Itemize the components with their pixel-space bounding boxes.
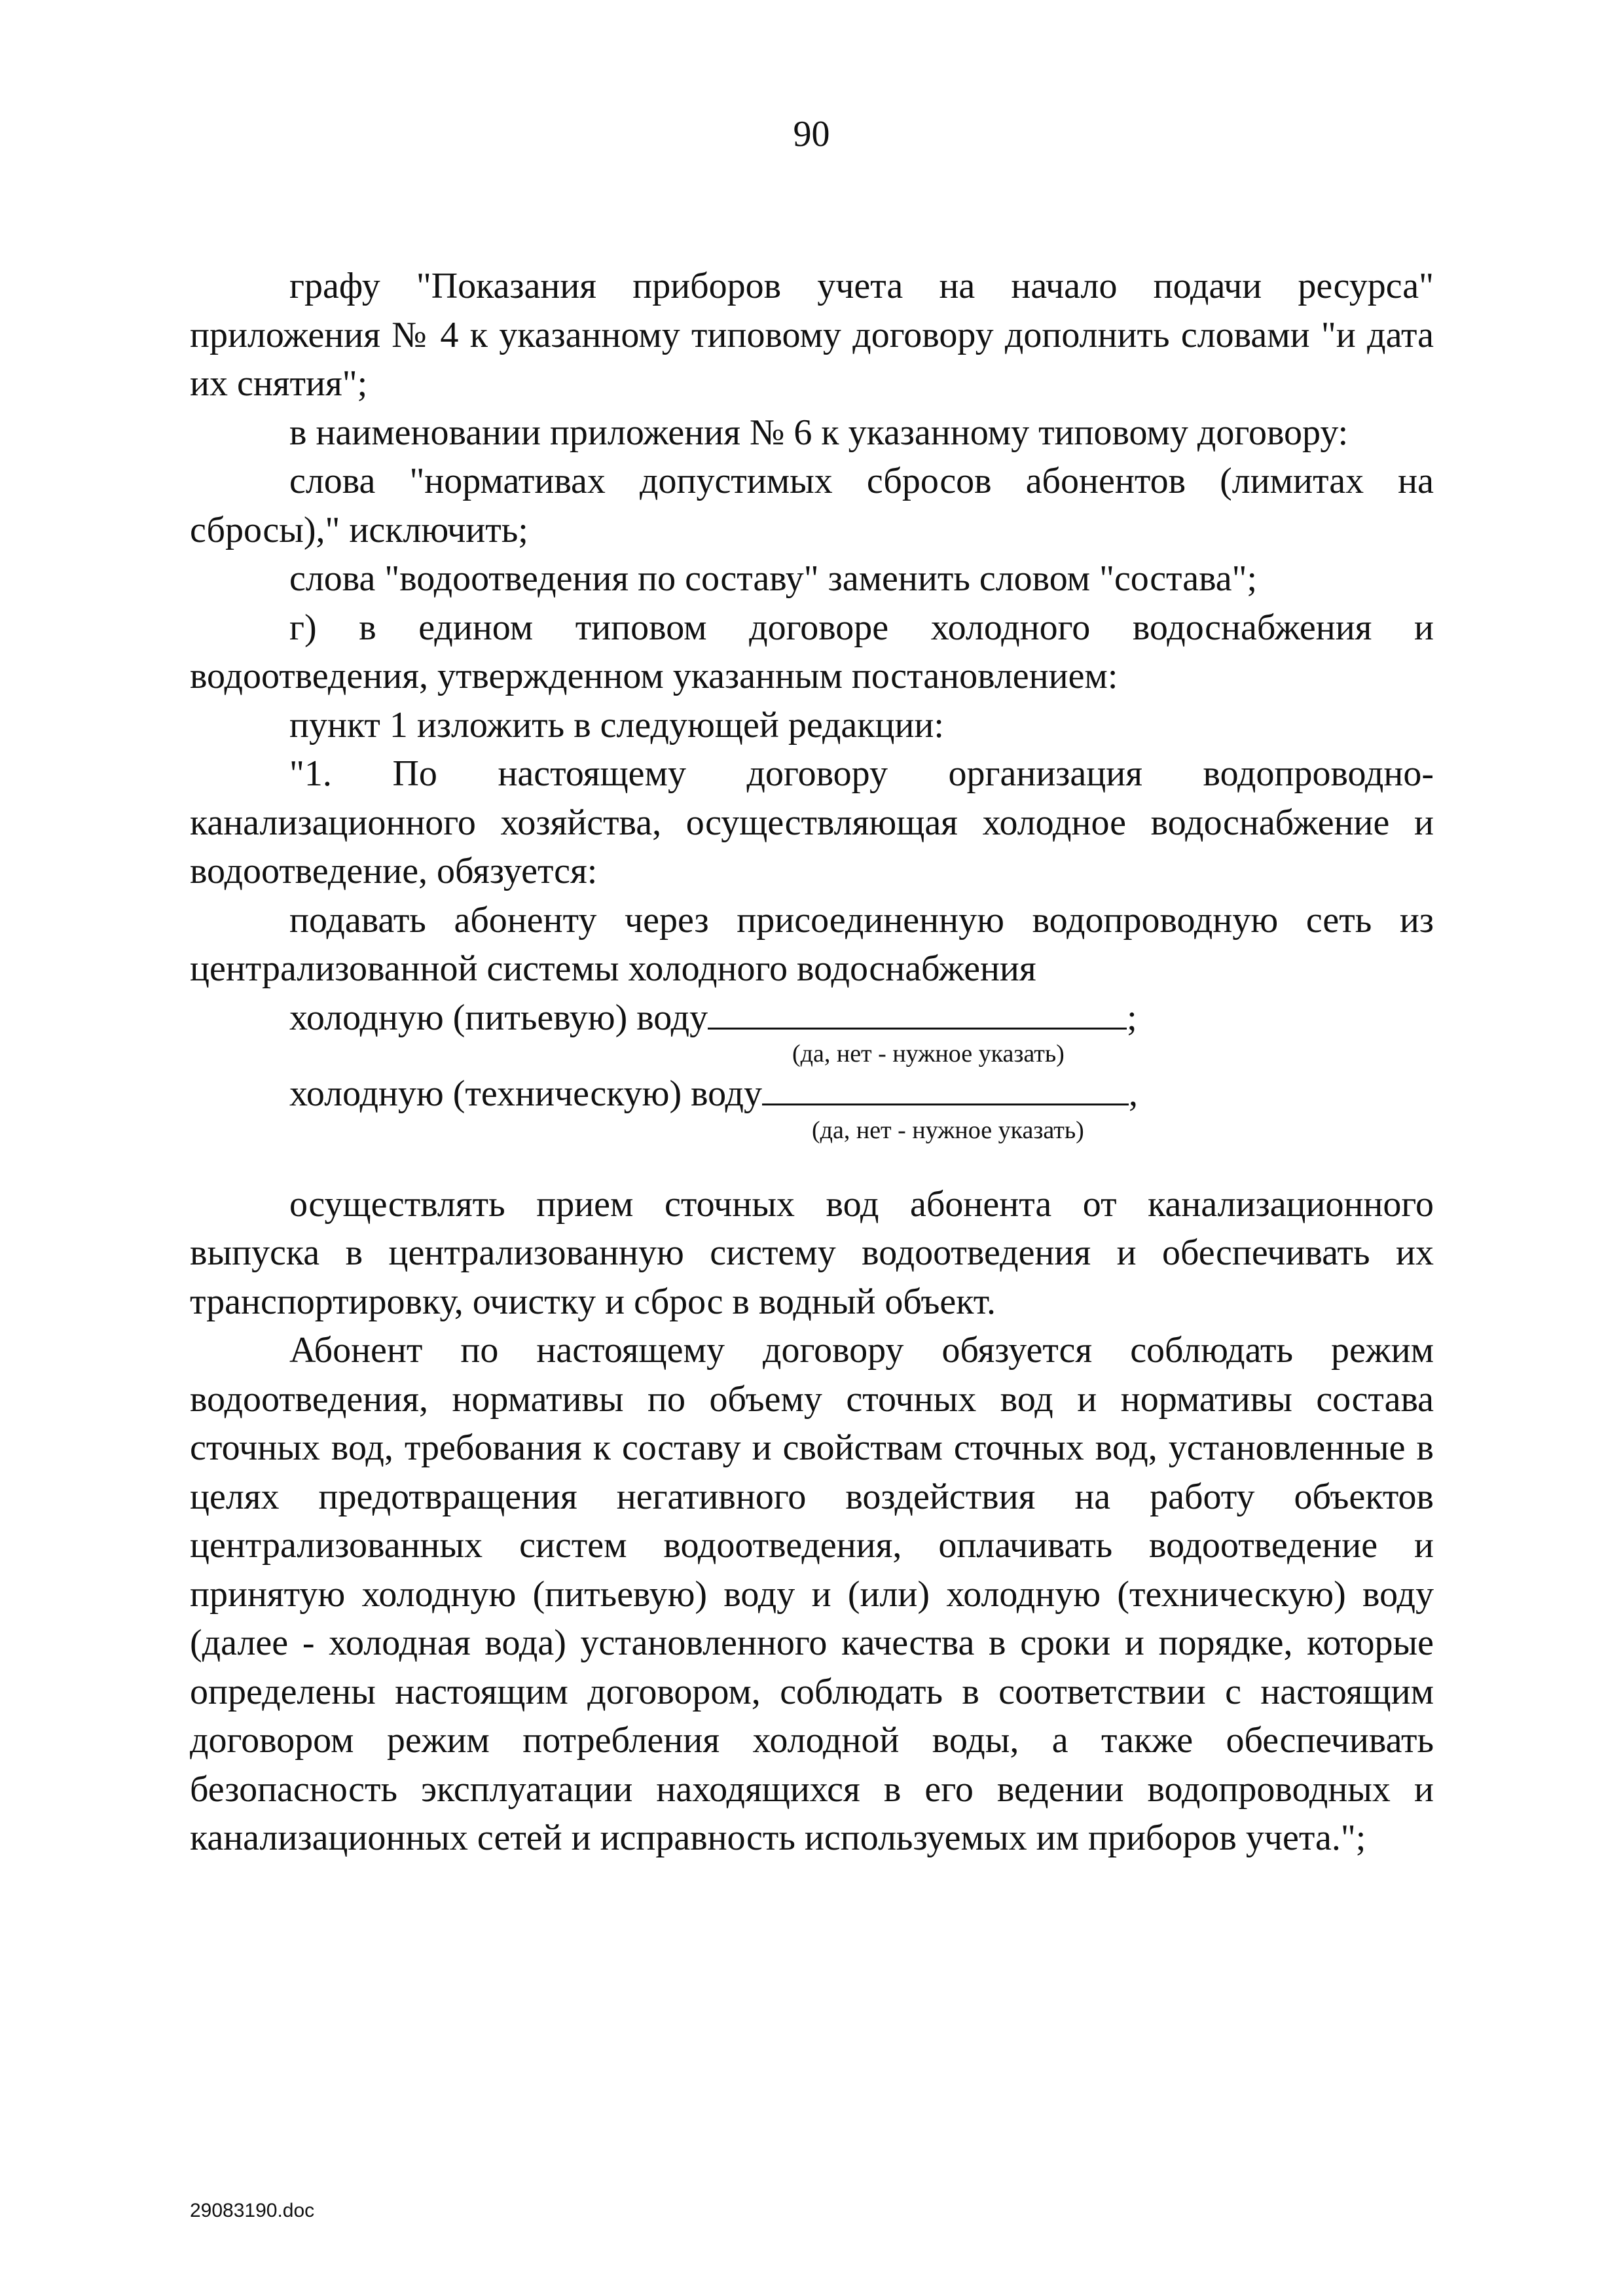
drinking-water-field bbox=[190, 994, 1434, 1043]
paragraph: в наименовании приложения № 6 к указанному типовому договору: bbox=[289, 412, 1349, 453]
technical-water-end: , bbox=[1129, 1073, 1139, 1114]
paragraph: слова "нормативах допустимых сбросов абонентов (лимитах на сбросы)," исключить; bbox=[190, 461, 1434, 550]
technical-water-hint: (да, нет - нужное указать) bbox=[812, 1116, 1084, 1144]
paragraph: Абонент по настоящему договору обязуется соблюдать режим водоотведения, нормативы по объему сточных вод и нормативы состава сточных вод, требования к составу и свойствам сточных вод, установленные в целях предотвращения негативного воздействия на работу объектов централизованных систем водоотведения, оплачивать водоотведение и принятую холодную (питьевую) воду и (или) холодную (техническую) воду (далее - холодная вода) установленного качества в сроки и порядке, которые определены настоящим договором, соблюдать в соответствии с настоящим договором режим потребления холодной воды, а также обеспечивать безопасность эксплуатации находящихся в его ведении водопроводных и канализационных сетей и исправность используемых им приборов учета."; bbox=[190, 1330, 1434, 1858]
technical-water-field bbox=[190, 1069, 1434, 1119]
document-body bbox=[190, 262, 1434, 1863]
drinking-water-label: холодную (питьевую) воду bbox=[289, 997, 708, 1038]
paragraph: подавать абоненту через присоединенную водопроводную сеть из централизованной системы холодного водоснабжения bbox=[190, 899, 1434, 989]
paragraph: графу "Показания приборов учета на начало подачи ресурса" приложения № 4 к указанному типовому договору дополнить словами "и дата их снятия"; bbox=[190, 266, 1434, 404]
drinking-water-end: ; bbox=[1127, 997, 1137, 1038]
drinking-water-blank bbox=[708, 994, 1127, 1030]
paragraph: пункт 1 изложить в следующей редакции: bbox=[289, 704, 944, 745]
technical-water-blank bbox=[762, 1069, 1129, 1105]
technical-water-label: холодную (техническую) воду bbox=[289, 1073, 763, 1114]
paragraph: осуществлять прием сточных вод абонента от канализационного выпуска в централизованную систему водоотведения и обеспечивать их транспортировку, очистку и сброс в водный объект. bbox=[190, 1183, 1434, 1322]
spacer bbox=[190, 1146, 1434, 1180]
paragraph: слова "водоотведения по составу" заменить словом "состава"; bbox=[289, 558, 1258, 599]
footer-file-name: 29083190.doc bbox=[190, 2200, 315, 2221]
paragraph: г) в едином типовом договоре холодного водоснабжения и водоотведения, утвержденном указанным постановлением: bbox=[190, 607, 1434, 696]
page-number: 90 bbox=[793, 114, 830, 154]
paragraph: "1. По настоящему договору организация водопроводно-канализационного хозяйства, осуществляющая холодное водоснабжение и водоотведение, обязуется: bbox=[190, 753, 1434, 891]
drinking-water-hint: (да, нет - нужное указать) bbox=[792, 1040, 1065, 1067]
